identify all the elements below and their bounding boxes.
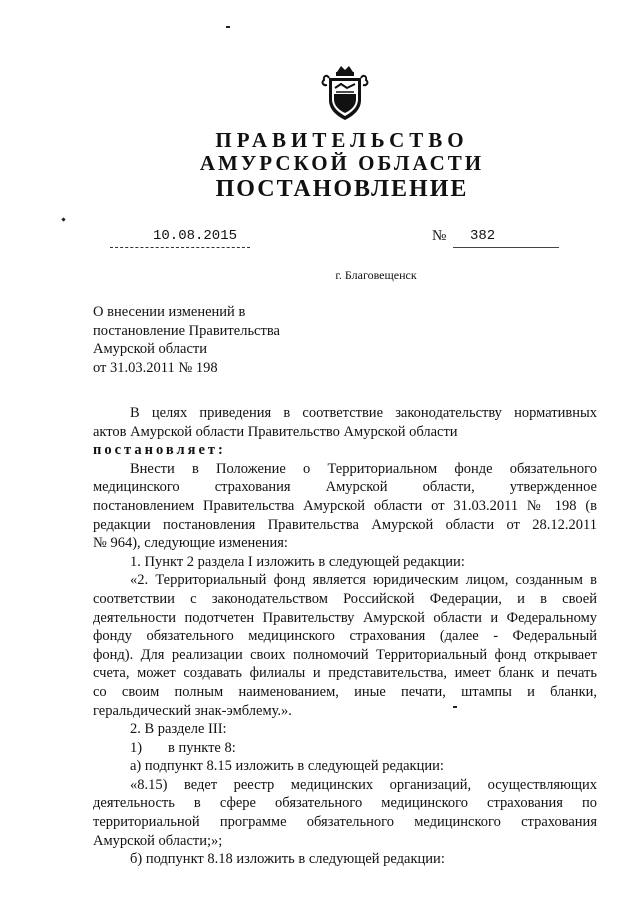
subject-line: О внесении изменений в [93, 304, 246, 320]
body-line: В целях приведения в соответствие законодательству нормативных [130, 405, 597, 421]
document-subject [93, 303, 280, 377]
subject-line: от 31.03.2011 № 198 [93, 359, 218, 376]
scan-speck [61, 217, 65, 221]
body-line-resolves: постановляет: [93, 442, 226, 459]
body-line: соответствии с законодательством Российской Федерации, и в своей [93, 590, 597, 607]
scan-speck [226, 26, 230, 28]
date-underline [110, 247, 250, 248]
body-line: актов Амурской области Правительство Амурской области [93, 423, 458, 440]
body-line: а) подпункт 8.15 изложить в следующей редакции: [130, 758, 444, 775]
body-line: 1. Пункт 2 раздела I изложить в следующей редакции: [130, 553, 465, 570]
body-line: б) подпункт 8.18 изложить в следующей редакции: [130, 851, 445, 868]
body-line: постановлением Правительства Амурской области от 31.03.2011 № 198 (в [93, 497, 597, 514]
body-line: медицинского страхования Амурской области, утвержденное [93, 479, 597, 496]
body-line: «2. Территориальный фонд является юридическим лицом, созданным в [130, 572, 597, 589]
document-body [93, 404, 597, 869]
document-number: 382 [470, 228, 496, 244]
government-title: ПРАВИТЕЛЬСТВО [215, 128, 469, 152]
body-line: фонду обязательного медицинского страхования (далее - Федеральный [93, 628, 597, 645]
body-line: «8.15) ведет реестр медицинских организаций, осуществляющих [130, 776, 597, 793]
body-line: № 964), следующие изменения: [93, 535, 288, 552]
body-line: территориальной программе обязательного медицинского страхования [93, 814, 597, 831]
region-title: АМУРСКОЙ ОБЛАСТИ [199, 151, 485, 175]
city-name: г. Благовещенск [335, 268, 417, 282]
list-text: в пункте 8: [168, 739, 236, 756]
body-line: 2. В разделе III: [130, 721, 227, 738]
body-line: Амурской области;»; [93, 832, 223, 849]
document-date: 10.08.2015 [152, 228, 237, 244]
body-line [93, 739, 597, 758]
body-line: со своим полным наименованием, иные печати, штампы и бланки, [93, 683, 597, 700]
body-line: Внести в Положение о Территориальном фонде обязательного [130, 460, 597, 477]
body-line: фонд). Для реализации своих полномочий Территориальный фонд открывает [93, 646, 597, 663]
number-underline [453, 247, 559, 248]
body-line: счета, может создавать филиалы и представительства, имеет бланк и печать [93, 665, 597, 682]
document-type-title: ПОСТАНОВЛЕНИЕ [215, 176, 469, 202]
body-line: геральдический знак-эмблему.». [93, 702, 292, 719]
list-marker: 1) [130, 739, 143, 756]
scan-speck [453, 706, 457, 708]
body-line: деятельности подотчетен Правительству Амурской области и Федеральному [93, 609, 597, 626]
subject-line: Амурской области [93, 341, 207, 358]
coat-of-arms-emblem [321, 64, 369, 122]
body-line: редакции постановления Правительства Амурской области от 28.12.2011 [93, 516, 597, 533]
body-line: деятельность в сфере обязательного медицинского страхования по [93, 795, 597, 812]
number-label: № [432, 228, 447, 244]
subject-line: постановление Правительства [93, 322, 280, 339]
